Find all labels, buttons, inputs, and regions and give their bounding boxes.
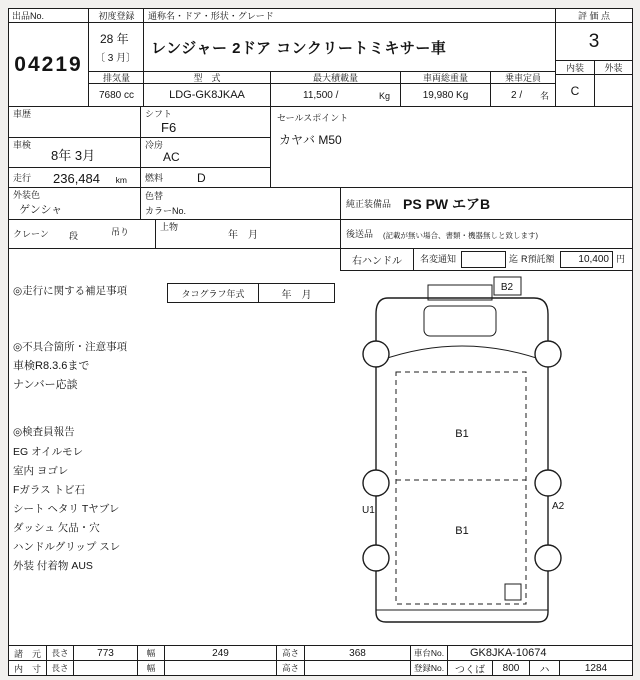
inspector-item: シート ヘタリ Tヤブレ (13, 503, 120, 515)
inner-height-cell (304, 660, 411, 676)
gross-weight-value: 19,980 Kg (422, 89, 469, 101)
body-label: 上物 (160, 222, 179, 232)
registration-kana-cell (529, 660, 560, 676)
vehicle-name-cell (143, 22, 556, 72)
tachograph-value: 年 月 (281, 289, 312, 301)
color-no-label: カラーNo. (145, 206, 187, 216)
sales-point-label: セールスポイント (277, 113, 349, 123)
inspection-label: 車検 (13, 140, 32, 150)
wheel-rear-left-1 (363, 470, 389, 496)
mark-b1-rear: B1 (455, 525, 469, 537)
inspection-cell (8, 137, 142, 168)
score-value: 3 (588, 30, 600, 52)
mark-b1-front: B1 (455, 428, 469, 440)
equipment-cell (340, 187, 633, 220)
rear-box (505, 584, 521, 600)
ext-color-value: ゲンシャ (19, 204, 63, 216)
crane-stage-label: 段 (69, 231, 79, 241)
handle-label: 右ハンドル (352, 256, 402, 267)
inner-row-label (8, 660, 47, 676)
capacity-label: 乗車定員 (504, 73, 541, 83)
registration-number-cell (559, 660, 633, 676)
until-label: 迄 (509, 254, 519, 264)
interior-label: 内装 (565, 63, 584, 73)
crane-hang-label: 吊り (111, 227, 130, 237)
name-change-box (461, 251, 506, 268)
registration-class: 800 (502, 662, 520, 674)
length-value: 773 (97, 647, 114, 659)
length-header (46, 645, 74, 661)
chassis-label: 車台No. (413, 648, 445, 658)
consign-cell (340, 219, 633, 249)
spec-row-label (8, 645, 47, 661)
sales-point-value: カヤバ M50 (279, 133, 342, 147)
defect-item: 車検R8.3.6まで (13, 360, 90, 372)
equipment-label: 純正装備品 (346, 199, 392, 209)
capacity-value: 2 / (511, 90, 523, 101)
length-cell (73, 645, 138, 661)
mark-b2: B2 (500, 282, 514, 293)
exterior-header (594, 60, 633, 75)
lot-no-header (8, 8, 89, 23)
spec-label: 諸 元 (13, 648, 41, 659)
mileage-suppl-title: ◎走行に関する補足事項 (13, 285, 128, 297)
inner-length-header (46, 660, 74, 676)
max-load-value: 11,500 / (303, 90, 339, 101)
mileage-label: 走行 (13, 173, 32, 183)
model-cell (143, 83, 271, 107)
cargo-dashed-lines (396, 372, 526, 604)
height-value: 368 (349, 647, 366, 659)
height-label: 高さ (281, 648, 299, 658)
inner-height-label: 高さ (281, 663, 299, 673)
capacity-cell (490, 83, 556, 107)
chassis-header (410, 645, 448, 661)
ext-color-cell (8, 187, 142, 220)
cab-front-line (376, 346, 548, 362)
wheel-rear-left-2 (363, 545, 389, 571)
cooling-label: 冷房 (145, 140, 164, 150)
inspector-title: ◎検査員報告 (13, 426, 75, 438)
inspector-item: 室内 ヨゴレ (13, 465, 69, 477)
max-load-cell (270, 83, 401, 107)
score-cell (555, 22, 633, 61)
color-change-label: 色替 (145, 191, 164, 201)
name-change-label: 名変通知 (420, 254, 457, 264)
inner-length-label: 長さ (51, 663, 69, 673)
sales-point-cell (270, 106, 633, 188)
wheel-rear-right-2 (535, 545, 561, 571)
vehicle-diagram (348, 272, 632, 642)
mileage-value: 236,484 (53, 171, 100, 186)
consign-label: 後送品 (346, 229, 374, 239)
width-header (137, 645, 165, 661)
inspector-item: ダッシュ 欠品・穴 (13, 522, 100, 534)
tachograph-value-box (258, 283, 335, 303)
registration-kana: ハ (539, 664, 550, 676)
max-load-unit: Kg (378, 91, 390, 101)
color-change-cell (140, 187, 342, 220)
vehicle-name: レンジャー 2ドア コンクリートミキサー車 (151, 39, 447, 57)
gross-weight-cell (400, 83, 491, 107)
width-value: 249 (212, 647, 229, 659)
registration-number: 1284 (584, 662, 608, 674)
deposit-box (560, 251, 613, 268)
max-load-label: 最大積載量 (312, 73, 358, 83)
exterior-label: 外装 (604, 63, 623, 73)
yen-label: 円 (616, 254, 626, 264)
mileage-cell (8, 167, 142, 188)
registration-class-cell (492, 660, 530, 676)
registration-header (410, 660, 448, 676)
registration-area: つくば (455, 664, 485, 676)
tachograph-label-box (167, 283, 259, 303)
history-cell (8, 106, 142, 138)
cab-window (424, 306, 496, 336)
length-label: 長さ (51, 648, 69, 658)
height-header (276, 645, 305, 661)
tachograph-label: タコグラフ年式 (181, 288, 245, 299)
lot-no-label: 出品No. (12, 11, 45, 21)
wheel-rear-right-1 (535, 470, 561, 496)
interior-grade: C (570, 83, 580, 98)
shift-value: F6 (161, 120, 177, 135)
body-date: 年 月 (228, 230, 258, 241)
chassis-cell (447, 645, 633, 661)
registration-label: 登録No. (413, 663, 445, 673)
inner-width-cell (164, 660, 277, 676)
interior-header (555, 60, 595, 75)
defect-item: ナンバー応談 (13, 379, 78, 391)
inner-width-label: 幅 (146, 663, 156, 673)
ext-color-label: 外装色 (13, 190, 41, 200)
score-header (555, 8, 633, 23)
first-reg-year: 28 年 (100, 32, 129, 46)
mark-a2: A2 (552, 501, 565, 512)
wheel-front-left (363, 341, 389, 367)
width-cell (164, 645, 277, 661)
mark-u1: U1 (362, 505, 375, 516)
first-reg-label: 初度登録 (98, 11, 135, 21)
consign-note: (記載が無い場合、書類・機器無しと致します) (383, 231, 538, 240)
displacement-value: 7680 cc (98, 89, 135, 101)
first-reg-header (88, 8, 145, 23)
shift-cell (140, 106, 271, 138)
truck-outline (376, 298, 548, 622)
vehicle-name-header-label: 通称名・ドア・形状・グレード (148, 11, 274, 21)
crane-label: クレーン (13, 229, 49, 239)
inner-length-cell (73, 660, 138, 676)
inner-width-header (137, 660, 165, 676)
fuel-cell (140, 167, 271, 188)
inspector-item: Fガラス トビ石 (13, 484, 86, 496)
body-cell (155, 219, 342, 249)
fuel-label: 燃料 (145, 173, 164, 183)
shift-label: シフト (145, 109, 173, 119)
history-label: 車歴 (13, 109, 32, 119)
vehicle-name-header (143, 8, 556, 23)
model-value: LDG-GK8JKAA (169, 89, 245, 101)
model-label: 型 式 (193, 73, 221, 83)
score-label: 評 価 点 (577, 11, 610, 21)
displacement-label: 排気量 (102, 73, 130, 83)
fuel-value: D (197, 171, 206, 185)
first-reg-cell (88, 22, 145, 72)
mileage-unit: km (115, 174, 127, 185)
inspection-value: 8年 3月 (51, 148, 96, 163)
displacement-cell (88, 83, 145, 107)
height-cell (304, 645, 411, 661)
interior-grade-cell (555, 74, 595, 107)
lot-no-cell (8, 22, 89, 107)
deposit-value: 10,400 (578, 254, 609, 265)
deposit-label: R預託額 (521, 254, 555, 264)
cooling-cell (140, 137, 271, 168)
width-label: 幅 (146, 648, 156, 658)
capacity-unit: 名 (539, 91, 549, 101)
inspector-item: ハンドルグリップ スレ (13, 541, 121, 553)
exterior-grade-cell (594, 74, 633, 107)
gross-weight-label: 車両総重量 (422, 73, 468, 83)
defects-title: ◎不具合箇所・注意事項 (13, 341, 128, 353)
inner-height-header (276, 660, 305, 676)
inspector-item: 外装 付着物 AUS (13, 560, 93, 572)
first-reg-month: 〔 3 月〕 (95, 53, 137, 64)
wheel-front-right (535, 341, 561, 367)
chassis-value: GK8JKA-10674 (470, 647, 547, 659)
equipment-value: PS PW エアB (403, 196, 491, 212)
registration-area-cell (447, 660, 493, 676)
inspector-item: EG オイルモレ (13, 446, 84, 458)
handle-cell (340, 248, 414, 271)
lot-no-value: 04219 (14, 52, 83, 76)
cooling-value: AC (163, 150, 180, 164)
inner-label: 内 寸 (13, 663, 41, 674)
crane-cell (8, 219, 157, 249)
